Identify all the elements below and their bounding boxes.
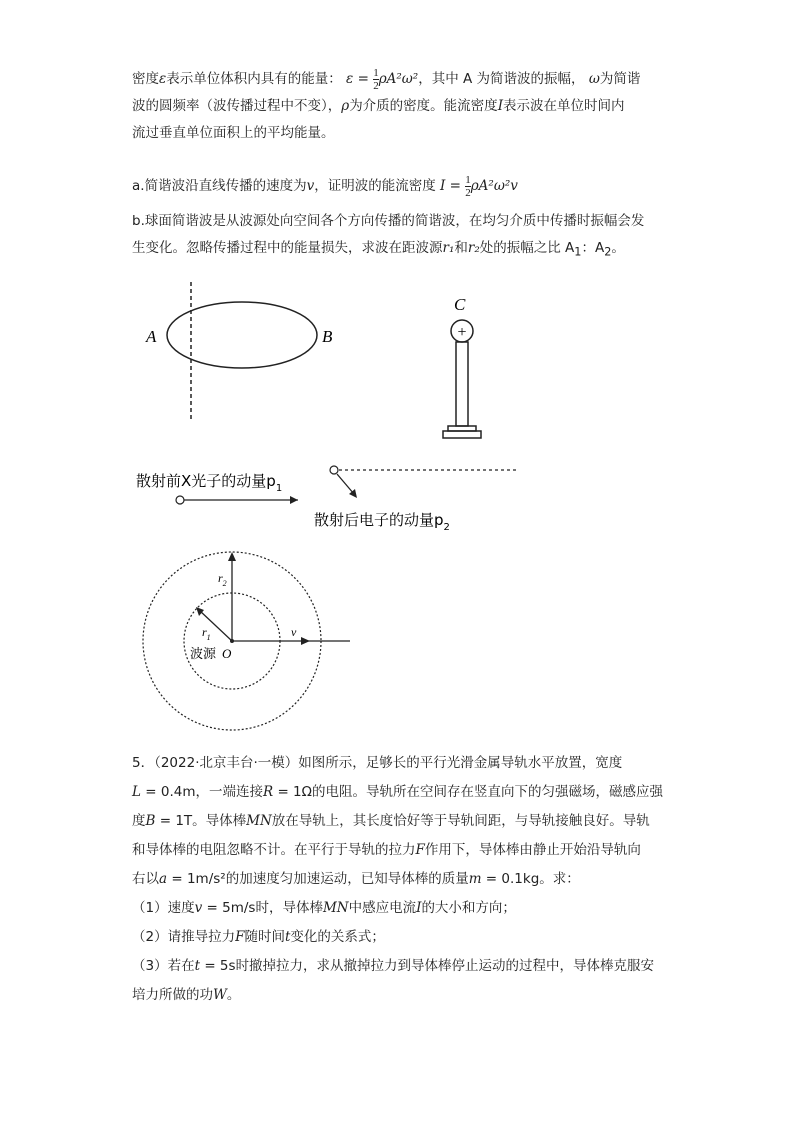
before-text: 散射前X光子的动量p xyxy=(136,472,276,490)
denominator: 2 xyxy=(373,79,379,92)
numerator: 1 xyxy=(465,173,471,186)
before-label xyxy=(136,472,282,494)
text: = 1T xyxy=(155,813,193,829)
scatter-figure xyxy=(136,466,518,533)
text: b.球面简谐波是从波源处向空间各个方向传播的简谐波，在均匀介质中传播时振幅会发 xyxy=(132,213,645,229)
text: 。 xyxy=(226,987,241,1003)
math-eq: ε = xyxy=(346,71,369,87)
text: 随时间 xyxy=(244,929,285,945)
math-F: F xyxy=(235,929,245,945)
math-eq: I = xyxy=(440,178,461,194)
after-text: 散射后电子的动量p xyxy=(314,511,444,529)
text: 波的圆频率（波传播过程中不变）， xyxy=(132,98,342,114)
math-t: t xyxy=(194,958,201,974)
text: = 5s xyxy=(200,958,236,974)
label-A: A xyxy=(146,327,157,346)
text: = 0.4m xyxy=(140,784,196,800)
text: 表示波在单位时间内 xyxy=(503,98,625,114)
math-I: I xyxy=(497,98,504,114)
math-rho: ρ xyxy=(341,98,350,114)
ellipse xyxy=(167,302,317,368)
text: 和导体棒的电阻忽略不计。在平行于导轨的拉力 xyxy=(132,842,416,858)
text: 的大小和方向； xyxy=(421,900,516,916)
math-MN: MN xyxy=(322,900,349,916)
ellipse-figure xyxy=(145,282,333,420)
subscript: 1 xyxy=(574,245,582,259)
text: 变化的关系式； xyxy=(290,929,385,945)
math-v: v xyxy=(306,178,315,194)
text: 放在导轨上，其长度恰好等于导轨间距，与导轨接触良好。导轨 xyxy=(271,813,650,829)
text: 的加速度匀加速运动，已知导体棒的质量 xyxy=(225,871,469,887)
text: 作用下，导体棒由静止开始沿导轨向 xyxy=(424,842,641,858)
math-L: L xyxy=(132,784,141,800)
text: 处的振幅之比 A xyxy=(479,240,575,256)
text: 表示单位体积内具有的能量： xyxy=(166,71,342,87)
electron-point xyxy=(330,466,338,474)
photon-arrowhead xyxy=(290,496,298,504)
after-sub: 2 xyxy=(443,522,450,533)
text: 5．（2022·北京丰台·一模）如图所示，足够长的平行光滑金属导轨水平放置，宽度 xyxy=(132,755,623,771)
math-term: ρA²ω²v xyxy=(470,178,518,194)
text: 的电阻。导轨所在空间存在竖直向下的匀强磁场，磁感应强 xyxy=(311,784,663,800)
question-5 xyxy=(132,749,672,1010)
text: = 5m/s xyxy=(202,900,256,916)
plus-sign: + xyxy=(457,324,467,341)
v-arrowhead xyxy=(301,637,310,645)
circles-figure xyxy=(143,552,350,730)
text: 时，导体棒 xyxy=(255,900,323,916)
after-label xyxy=(314,511,450,533)
math-F: F xyxy=(415,842,425,858)
text: = 1Ω xyxy=(273,784,312,800)
label-C: C xyxy=(454,295,466,314)
text: 右以 xyxy=(132,871,159,887)
r1-label xyxy=(202,625,211,642)
electroscope-figure xyxy=(443,295,481,438)
text: ，其中 A 为简谐波的振幅， xyxy=(418,71,585,87)
text: ，一端连接 xyxy=(195,784,263,800)
r1-text: r xyxy=(202,625,207,639)
math-omega: ω xyxy=(588,71,600,87)
text: = 1m/s² xyxy=(167,871,226,887)
subscript: 2 xyxy=(604,245,612,259)
math-MN: MN xyxy=(246,813,272,829)
math-r1: r₁ xyxy=(442,240,455,256)
denominator: 2 xyxy=(465,186,471,199)
math-W: W xyxy=(213,987,227,1003)
math-v: v xyxy=(194,900,203,916)
text: ，证明波的能流密度 xyxy=(314,178,436,194)
text: 时撤掉拉力，求从撤掉拉力到导体棒停止运动的过程中，导体棒克服安 xyxy=(235,958,655,974)
numerator: 1 xyxy=(373,66,379,79)
text: 中感应电流 xyxy=(348,900,417,916)
source-label: 波源 xyxy=(190,647,217,662)
base-bottom xyxy=(443,431,481,438)
text: 为简谐 xyxy=(599,71,641,87)
r2-arrowhead xyxy=(228,552,236,561)
O-label: O xyxy=(222,646,232,661)
math-B: B xyxy=(145,813,156,829)
text: 培力所做的功 xyxy=(132,987,213,1003)
math-term: ρA²ω² xyxy=(378,71,419,87)
rod xyxy=(456,342,468,426)
math-I: I xyxy=(416,900,422,916)
text: 为介质的密度。能流密度 xyxy=(349,98,498,114)
photon-point xyxy=(176,496,184,504)
r2-label xyxy=(218,571,227,588)
v-label: v xyxy=(291,625,297,639)
text: （1）速度 xyxy=(132,900,195,916)
r1-arrowhead xyxy=(196,607,204,616)
origin-point xyxy=(230,639,234,643)
math-R: R xyxy=(262,784,274,800)
text: （2）请推导拉力 xyxy=(132,929,236,945)
text: 。导体棒 xyxy=(192,813,247,829)
math-epsilon: ε xyxy=(159,71,167,87)
r2-sub: 2 xyxy=(222,579,227,588)
before-sub: 1 xyxy=(275,483,283,494)
text: = 0.1kg xyxy=(481,871,540,887)
math-t: t xyxy=(284,929,291,945)
math-m: m xyxy=(468,871,482,887)
text: 。求： xyxy=(539,871,580,887)
text: 度 xyxy=(132,813,146,829)
text: 生变化。忽略传播过程中的能量损失，求波在距波源 xyxy=(132,240,443,256)
math-a: a xyxy=(159,871,168,887)
label-B: B xyxy=(322,327,333,346)
text: a.简谐波沿直线传播的速度为 xyxy=(132,178,307,194)
text: （3）若在 xyxy=(132,958,195,974)
text: 。 xyxy=(611,240,625,256)
text: 流过垂直单位面积上的平均能量。 xyxy=(132,125,335,141)
text: 密度 xyxy=(132,71,159,87)
math-r2: r₂ xyxy=(467,240,480,256)
electron-arrow xyxy=(337,474,354,494)
text: ：A xyxy=(581,240,605,256)
text: 和 xyxy=(454,240,468,256)
r1-sub: 1 xyxy=(206,633,211,642)
r2-text: r xyxy=(218,571,223,585)
